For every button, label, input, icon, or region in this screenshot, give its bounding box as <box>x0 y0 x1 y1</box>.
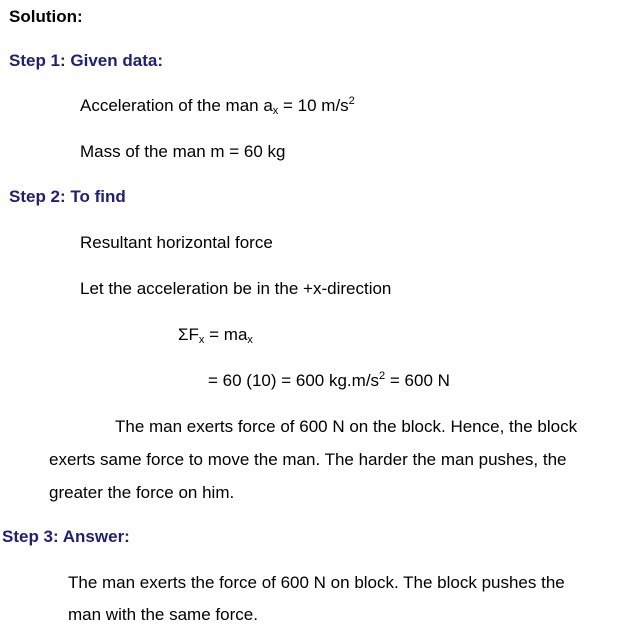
given-mass: Mass of the man m = 60 kg <box>80 142 286 161</box>
paragraph-line-2: exerts same force to move the man. The harder the man pushes, the <box>49 450 567 469</box>
equation-result: = 60 (10) = 600 $kg.m/s^2 = 600$ N <box>208 370 450 390</box>
given-acceleration: Acceleration of the man $a_x = 10$ $m/s^2$ <box>80 95 355 117</box>
solution-label: Solution: <box>9 7 83 26</box>
answer-line-1: The man exerts the force of 600 N on block. The block pushes the <box>68 573 565 592</box>
equation-sum-force: $\Sigma F_x = ma_x$ <box>178 325 253 346</box>
find-text: Resultant horizontal force <box>80 233 273 252</box>
paragraph-line-1: The man exerts force of 600 N on the block. Hence, the block <box>115 417 578 436</box>
answer-line-2: man with the same force. <box>68 605 258 624</box>
paragraph-line-3: greater the force on him. <box>49 483 235 502</box>
direction-text: Let the acceleration be in the +x-direction <box>80 279 392 298</box>
step1-title: Step 1: Given data: <box>9 51 163 70</box>
step3-title: Step 3: Answer: <box>2 527 130 546</box>
step2-title: Step 2: To find <box>9 187 126 206</box>
